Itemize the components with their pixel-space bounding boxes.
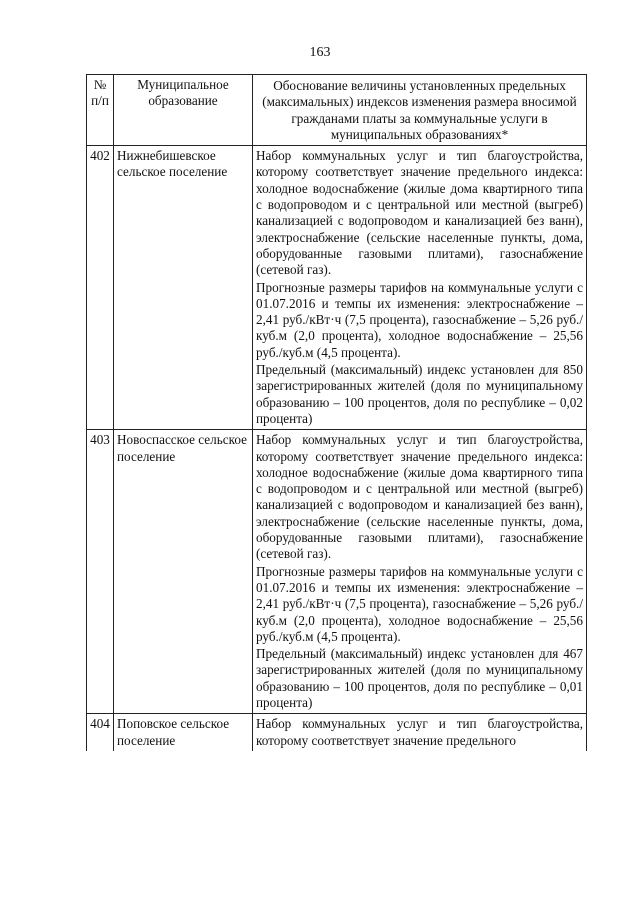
services-paragraph: Набор коммунальных услуг и тип благоустройства, которому соответствует значение предельного индекса: холодное водоснабжение (жилые дома квартирного типа с водопроводом и с центральной или местной (выгреб) канализацией с водопроводом и канализацией без ванн), электроснабжение (сельские населенные пункты, дома, оборудованные газовыми плитами), газоснабжение (сетевой газ). xyxy=(256,432,583,562)
index-paragraph: Предельный (максимальный) индекс установлен для 467 зарегистрированных жителей (доля по муниципальному образованию – 100 процентов, доля по республике – 0,01 процента) xyxy=(256,646,583,710)
tariff-index-table xyxy=(86,74,587,751)
row-municipality: Нижнебишевское сельское поселение xyxy=(114,146,253,430)
page-number: 163 xyxy=(309,45,331,60)
services-paragraph: Набор коммунальных услуг и тип благоустройства, которому соответствует значение предельного xyxy=(256,716,583,748)
row-justification xyxy=(253,430,587,714)
header-justification: Обоснование величины установленных предельных (максимальных) индексов изменения размера вносимой гражданами платы за коммунальные услуги в муниципальных образованиях* xyxy=(253,75,587,146)
header-num: № п/п xyxy=(87,75,114,146)
table-row xyxy=(87,146,587,430)
row-justification xyxy=(253,714,587,752)
row-justification xyxy=(253,146,587,430)
header-municipality: Муниципальное образование xyxy=(114,75,253,146)
services-paragraph: Набор коммунальных услуг и тип благоустройства, которому соответствует значение предельного индекса: холодное водоснабжение (жилые дома квартирного типа с водопроводом и с центральной или местной (выгреб) канализацией с водопроводом и канализацией без ванн), электроснабжение (сельские населенные пункты, дома, оборудованные газовыми плитами), газоснабжение (сетевой газ). xyxy=(256,148,583,278)
row-number: 403 xyxy=(87,430,114,714)
tariffs-paragraph: Прогнозные размеры тарифов на коммунальные услуги с 01.07.2016 и темпы их изменения: электроснабжение – 2,41 руб./кВт·ч (7,5 процента), газоснабжение – 5,26 руб./куб.м (2,0 процента), холодное водоснабжение – 25,56 руб./куб.м (4,5 процента). xyxy=(256,563,583,644)
tariffs-paragraph: Прогнозные размеры тарифов на коммунальные услуги с 01.07.2016 и темпы их изменения: электроснабжение – 2,41 руб./кВт·ч (7,5 процента), газоснабжение – 5,26 руб./куб.м (2,0 процента), холодное водоснабжение – 25,56 руб./куб.м (4,5 процента). xyxy=(256,279,583,360)
table-row xyxy=(87,714,587,752)
index-paragraph: Предельный (максимальный) индекс установлен для 850 зарегистрированных жителей (доля по муниципальному образованию – 100 процентов, доля по республике – 0,02 процента) xyxy=(256,362,583,426)
row-municipality: Новоспасское сельское поселение xyxy=(114,430,253,714)
table-row xyxy=(87,430,587,714)
row-number: 402 xyxy=(87,146,114,430)
table-header-row xyxy=(87,75,587,146)
row-number: 404 xyxy=(87,714,114,752)
row-municipality: Поповское сельское поселение xyxy=(114,714,253,752)
